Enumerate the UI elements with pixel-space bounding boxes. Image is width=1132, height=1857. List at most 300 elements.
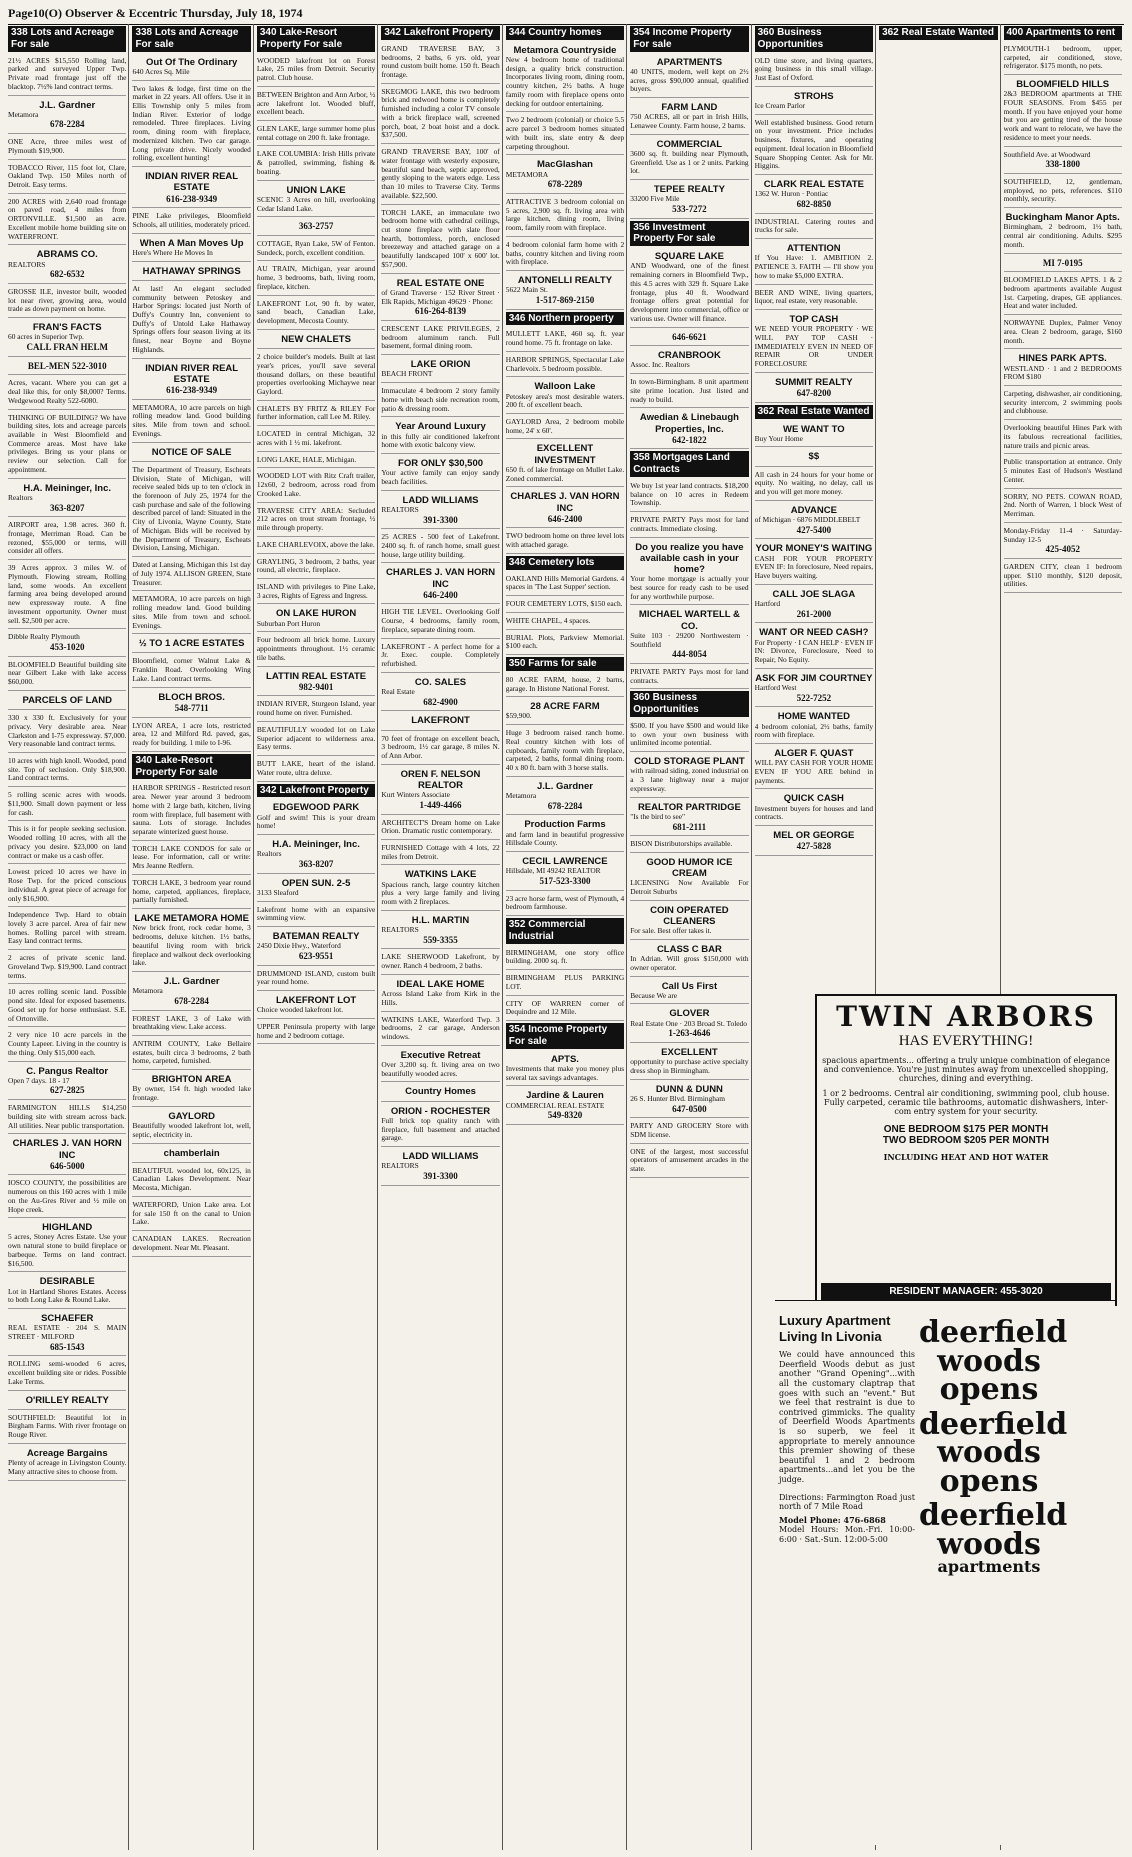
section-header: 346 Northern property [506, 312, 624, 326]
ad-subtext: SCENIC 3 Acres on hill, overlooking Cedar Island Lake. [256, 194, 376, 213]
classified-ad [8, 98, 126, 135]
ad-subtext: Metamora [132, 986, 163, 996]
classified-ad [755, 449, 873, 466]
ad-subtext: and farm land in beautiful progressive Hillsdale County. [505, 829, 625, 848]
ad-body: FOUR CEMETERY LOTS, $150 each. [505, 599, 623, 609]
ad-subtext: Hillsdale, MI 49242 REALTOR [505, 866, 601, 876]
ad-body: INDUSTRIAL Catering routes and trucks for sale. [754, 216, 874, 235]
ad-subtext: Because We are [630, 990, 678, 1000]
classified-ad [506, 489, 624, 528]
section-header: 358 Mortgages Land Contracts [630, 451, 748, 477]
classified-ad [8, 1220, 126, 1272]
ad-headline: Walloon Lake [534, 381, 596, 393]
section-header: 354 Income Property For sale [630, 26, 748, 52]
ad-headline: ABRAMS CO. [36, 249, 98, 261]
ad-body: IOSCO COUNTY, the possibilities are numerous on this 160 acres with 1 mile on the Au-Gres River and ½ mile on Hope creek. [8, 1178, 127, 1214]
ad-phone: 682-6532 [49, 269, 85, 280]
ad-subtext: For sale. Best offer takes it. [630, 926, 712, 936]
ad-subtext: 26 S. Hunter Blvd. Birmingham [630, 1093, 726, 1103]
ad-headline: BRIGHTON AREA [151, 1074, 232, 1086]
ad-headline: FARM LAND [661, 102, 718, 113]
classified-ad [257, 351, 375, 401]
ad-subtext: Petoskey area's most desirable waters. 200 ft. of excellent beach. [505, 391, 625, 410]
ad-headline: BLOOMFIELD HILLS [1016, 79, 1110, 90]
ad-subtext: REALTORS [381, 925, 419, 935]
ad-headline: LAKEFRONT LOT [275, 994, 357, 1006]
ad-headline: Awedian & Linebaugh Properties, Inc. [639, 412, 739, 435]
classified-ad [132, 655, 250, 687]
ad-body: NORWAYNE Duplex, Palmer Venoy area. Clean 2 bedroom, garage, $160 month. [1003, 318, 1122, 345]
ad-headline: H.A. Meininger, Inc. [23, 482, 112, 494]
classified-ad [755, 177, 873, 214]
ad-phone: 444-8054 [672, 649, 707, 660]
deerfield-headline: Luxury Apartment Living In Livonia [779, 1313, 891, 1344]
ad-headline: TEPEE REALTY [653, 184, 725, 196]
classified-ad [8, 519, 126, 560]
classified-ad [1004, 176, 1122, 208]
classified-ad [132, 445, 250, 462]
ad-body: We buy 1st year land contracts. $18,200 balance on 10 acres in Redeem Township. [630, 480, 749, 508]
ad-body: PINE Lake privileges, Bloomfield Schools, all utilities, moderately priced. [132, 211, 251, 229]
classified-ad [8, 986, 126, 1027]
classified-ad [630, 514, 748, 537]
classified-ad [755, 216, 873, 239]
ad-body: GRAND TRAVERSE BAY, 100' of water frontage with westerly exposure, beautiful sand beach, septic approved, gently sloping to the waters edge. Less than 10 miles to Traverse City. Terms available. $22,500. [381, 147, 500, 200]
ad-phone: 427-5400 [796, 524, 832, 535]
ad-headline: GLOVER [669, 1008, 710, 1020]
ad-phone: BEL-MEN 522-3010 [27, 360, 107, 371]
ad-headline: J.L. Gardner [163, 975, 220, 987]
ad-headline: SCHAEFER [41, 1313, 94, 1325]
ad-body: In town-Birmingham. 8 unit apartment site prime location. Just listed and ready to build. [630, 377, 749, 404]
ad-headline: APARTMENTS [656, 56, 723, 68]
classified-ad [506, 972, 624, 995]
classified-ad [506, 632, 624, 655]
ad-subtext: in this fully air conditioned lakefront home with exotic balcony view. [381, 431, 500, 450]
ad-subtext: Here's Where He Moves In [132, 247, 213, 257]
classified-ad [381, 867, 499, 910]
classified-ad [381, 1104, 499, 1147]
ad-headline: OREN F. NELSON REALTOR [400, 768, 481, 791]
classified-ad [132, 1165, 250, 1197]
section-header: 338 Lots and Acreage For sale [132, 26, 250, 52]
ad-subtext: Lot in Hartland Shores Estates. Access to both Long Lake & Round Lake. [8, 1286, 127, 1305]
ad-subtext: Realtors [8, 492, 33, 502]
twin-arbors-tagline: HAS EVERYTHING! [898, 1033, 1034, 1049]
ad-headline: NEW CHALETS [281, 333, 351, 345]
ad-body: CITY OF WARREN corner of Dequindre and 12 Mile. [505, 998, 625, 1017]
classified-ad [506, 779, 624, 816]
ad-phone: 391-3300 [423, 1170, 458, 1181]
classified-ad [506, 854, 624, 891]
classified-ad [381, 817, 499, 840]
ad-subtext: Buy Your Home [754, 433, 803, 443]
classified-ad [132, 843, 250, 875]
classified-ad [630, 249, 748, 327]
classified-ad [257, 606, 375, 632]
ad-body: GLEN LAKE, large summer home plus rental cottage on 200 ft. lake frontage. [256, 124, 376, 142]
ad-subtext: Southfield Ave. at Woodward [1003, 149, 1091, 159]
classified-ad [630, 1082, 748, 1119]
ad-body: PARTY AND GROCERY Store with SDM license. [630, 1121, 749, 1139]
ad-body: BISON Distributorships available. [630, 839, 733, 849]
ad-headline: INDIAN RIVER REAL ESTATE [145, 362, 239, 385]
classified-ad [8, 631, 126, 656]
classified-ad [8, 562, 126, 629]
ad-headline: LADD WILLIAMS [402, 1151, 479, 1163]
classified-ad [257, 876, 375, 902]
classified-ad [755, 587, 873, 624]
classified-ad [506, 699, 624, 725]
ad-phone: 678-2284 [174, 995, 209, 1006]
ad-phone: 642-1822 [672, 434, 707, 445]
ad-body: MULLETT LAKE, 460 sq. ft. year round home. 75 ft. frontage on lake. [505, 329, 625, 348]
ad-phone: 261-2000 [796, 608, 832, 619]
classified-ad [132, 1233, 250, 1256]
classified-ad [755, 671, 873, 708]
classified-ad [381, 1048, 499, 1083]
section-header: 348 Cemetery lots [506, 556, 624, 570]
ad-body: Two lakes & lodge, first time on the market in 22 years. All offers. Use it in Ellis Township only 5 miles from Indian River. Exterior of lodge remodeled. Three fireplaces. Living room, dining room with fireplace, modernized kitchen. Two car garage. Long private drive. Nicely wooded rolling, excellent hunting! [132, 83, 251, 163]
classified-ad [132, 402, 250, 443]
ad-body: THINKING OF BUILDING? We have building sites, lots and acreage parcels available in West Bloomfield and Commerce areas. Most have lake privileges. Bring us your plans or review our selection. Call for appointment. [8, 412, 127, 474]
ad-headline: $$ [808, 451, 820, 463]
classified-ad [381, 43, 499, 84]
classified-ad [257, 403, 375, 426]
ad-subtext: Investment buyers for houses and land contracts. [754, 803, 874, 822]
section-header: 360 Business Opportunities [630, 691, 748, 717]
ad-body: WHITE CHAPEL, 4 spaces. [505, 615, 591, 625]
section-header: 356 Investment Property For sale [630, 221, 748, 247]
ad-body: INDIAN RIVER, Sturgeon Island, year round home on river. Furnished. [256, 699, 376, 718]
classified-ad [506, 674, 624, 697]
deerfield-hours: Model Hours: Mon.-Fri. 10:00-6:00 · Sat.-Sun. 12:00-5:00 [779, 1525, 915, 1544]
ad-body: DRUMMOND ISLAND, custom built year round home. [256, 968, 376, 987]
ad-subtext: Metamora [505, 791, 537, 801]
classified-ad [630, 376, 748, 408]
ad-phone: 616-264-8139 [415, 306, 467, 317]
ad-subtext: WILL PAY CASH FOR YOUR HOME EVEN IF YOU ARE behind in payments. [754, 758, 874, 785]
ad-body: 2 choice builder's models. Built at last year's prices, you'll save several thousand dollars, on these beautiful properties overlooking Michaywe near Gaylord. [256, 352, 376, 396]
classified-ad [630, 720, 748, 752]
ad-body: Public transportation at entrance. Only 5 minutes East of Hudson's Westland Center. [1003, 457, 1122, 484]
classified-ad [132, 911, 250, 972]
ad-headline: ALGER F. QUAST [774, 747, 854, 759]
ad-phone: 616-238-9349 [166, 193, 218, 204]
ad-phone: 616-238-9349 [166, 385, 218, 396]
classified-ad [630, 855, 748, 901]
classified-ad [630, 410, 748, 449]
column-6 [630, 24, 751, 1850]
ad-headline: REALTOR PARTRIDGE [637, 801, 741, 813]
classified-ad [132, 1146, 250, 1163]
ad-headline: HOME WANTED [777, 711, 850, 723]
ad-body: Four bedroom all brick home. Luxury appointments throughout. 1½ ceramic tile baths. [256, 635, 376, 662]
ad-subtext: If You Have: 1. AMBITION 2. PATIENCE 3. FAITH — I'll show you how to make $5,000 EXTRA. [754, 253, 874, 280]
classified-ad [381, 767, 499, 815]
ad-headline: GAYLORD [168, 1110, 215, 1122]
classified-ad [257, 1021, 375, 1044]
ad-body: FURNISHED Cottage with 4 lots, 22 miles from Detroit. [381, 843, 500, 861]
classified-ad [8, 693, 126, 710]
ad-body: BLOOMFIELD LAKES APTS. 1 & 2 bedroom apartments available August 1st. Carpeting, drapes, GE appliances. Heat and water included. [1003, 275, 1122, 311]
ad-body: Two 2 bedroom (colonial) or choice 5.5 acre parcel 3 bedroom homes situated with built ins, slate entry & deep carpeting throughout. [505, 115, 625, 151]
section-header: 352 Commercial Industrial [506, 918, 624, 944]
classified-ad [257, 219, 375, 236]
classified-ad [1004, 256, 1122, 273]
ad-body: 10 acres with high knoll. Wooded, pond site. Top of seclusion. Only $18,900. Land contract terms. [8, 755, 127, 783]
ad-headline: Out Of The Ordinary [146, 56, 238, 68]
ad-body: BLOOMFIELD Beautiful building site near Gilbert Lake with lake access $60,000. [8, 659, 127, 687]
classified-ad [1004, 77, 1122, 147]
classified-ad [8, 1064, 126, 1101]
ad-headline: LAKEFRONT [411, 715, 470, 727]
ad-headline: 28 ACRE FARM [530, 701, 600, 713]
ad-headline: WE WANT TO [783, 423, 845, 435]
classified-ad [755, 625, 873, 668]
classified-ad [506, 598, 624, 613]
classified-ad [132, 283, 250, 359]
classified-ad [506, 530, 624, 553]
ad-subtext: COMMERCIAL REAL ESTATE [505, 1100, 605, 1110]
classified-ad [257, 505, 375, 537]
classified-ad [8, 481, 126, 518]
ad-phone: 681-2111 [672, 821, 707, 832]
classified-ad [755, 241, 873, 284]
ad-headline: TOP CASH [789, 314, 839, 326]
deerfield-logo-text: opens [939, 1372, 1039, 1407]
ad-phone: 623-9551 [298, 950, 334, 961]
ad-body: Overlooking beautiful Hines Park with its fabulous recreational facilities, nature trails and picnic areas. [1003, 423, 1122, 450]
ad-phone: 1-449-4466 [419, 799, 462, 810]
twin-arbors-logo: TWIN ARBORS [836, 1000, 1096, 1033]
ad-body: LAKEFRONT Lot, 90 ft. by water, sand beach, Canadian Lake, development, Mecosta County. [256, 298, 376, 326]
classified-ad [257, 183, 375, 218]
ad-subtext: In Adrian. Will gross $150,000 with owner operator. [630, 954, 749, 972]
classified-ad [630, 1146, 748, 1178]
deerfield-logo-text: deerfield [919, 1406, 1068, 1442]
ad-body: LYON AREA, 1 acre lots, restricted area, 12 and Milford Rd. paved, gas, ready for building. 1 mile to I-96. [132, 720, 251, 747]
classified-ad [8, 1412, 126, 1444]
ad-body: Lakefront home with an expansive swimming view. [256, 904, 376, 923]
ad-body: FOREST LAKE, 3 of Lake with breathtaking view. Lake access. [132, 1013, 251, 1032]
classified-ad [8, 823, 126, 864]
section-header: 362 Real Estate Wanted [879, 26, 997, 40]
twin-arbors-ad [815, 994, 1117, 1306]
deerfield-logo-text: woods [937, 1343, 1041, 1379]
ad-subtext: 5622 Main St. [505, 285, 548, 295]
classified-ad [1004, 149, 1122, 174]
ad-body: TOBACCO River, 115 foot lot, Clare, Oakland Twp. 150 Miles north of Detroit. Easy terms. [8, 162, 127, 190]
classified-ad [506, 1052, 624, 1087]
classified-ad [381, 606, 499, 638]
deerfield-logo-text: deerfield [919, 1498, 1068, 1533]
classified-ad [506, 573, 624, 596]
ad-subtext: Over 3,200 sq. ft. living area on two beautifully wooded acres. [381, 1059, 500, 1078]
ad-headline: CALL JOE SLAGA [772, 588, 856, 600]
ad-phone: 517-523-3300 [539, 876, 591, 887]
column-2 [132, 24, 253, 1850]
ad-body: PRIVATE PARTY Pays most for land contracts. [630, 666, 749, 685]
ad-body: GROSSE ILE, investor built, wooded lot near river, growing area, would trade as down payment on home. [8, 286, 127, 314]
ad-body: BIRMINGHAM PLUS PARKING LOT. [505, 973, 625, 991]
deerfield-text-column [779, 1313, 915, 1574]
classified-ad [1004, 388, 1122, 420]
ad-phone: 549-8320 [547, 1110, 583, 1121]
ad-body: ANTRIM COUNTY, Lake Bellaire estates, built circa 3 bedrooms, 2 bath home, carpeted, furnished. [132, 1039, 251, 1066]
deerfield-logo-text: apartments [937, 1557, 1041, 1576]
classified-ad [630, 754, 748, 797]
ad-body: The Department of Treasury, Escheats Division, State of Michigan, will receive sealed bids up to ten o'clock in the forenoon of July 25, 1974 for the cash purchase and sale of the following described parcel of land: Situated in the City of Livonia, Wayne County, State of Michigan. Bids will be received by the Department of Treasury, Escheats Division, Lansing, Michigan. [132, 464, 251, 553]
deerfield-logo-column [919, 1313, 1068, 1576]
ad-subtext: Assoc. Inc. Realtors [630, 360, 690, 370]
ad-subtext: WESTLAND · 1 and 2 BEDROOMS FROM $180 [1003, 363, 1122, 382]
ad-headline: SQUARE LAKE [654, 251, 724, 263]
ad-body: PLYMOUTH-1 bedroom, upper, carpeted, air conditioned, stove, refrigerator. $175 month, no pets. [1003, 43, 1122, 71]
ad-body: WATKINS LAKE, Waterford Twp. 3 bedrooms, 2 car garage, Anderson windows. [381, 1014, 500, 1042]
classified-ad [1004, 561, 1122, 593]
ad-body: 21½ ACRES $15,550 Rolling land, parked and surveyed Upper Twp. Private road frontage just off the blacktop. 7½% land contract terms. [8, 55, 127, 91]
ad-headline: BATEMAN REALTY [272, 930, 360, 942]
ad-phone: 522-7252 [796, 692, 832, 703]
ad-phone: 1-263-4646 [668, 1028, 711, 1039]
ad-body: 200 ACRES with 2,640 road frontage on paved road, 4 miles from ORTONVILLE. $1,500 an acre. Excellent mobile home building site on WATERFRONT. [8, 196, 127, 241]
ad-phone: 1-517-869-2150 [535, 294, 595, 305]
classified-ad [381, 531, 499, 563]
classified-ad [1004, 210, 1122, 253]
classified-ad [630, 55, 748, 98]
classified-ad [755, 469, 873, 501]
ad-body: Immaculate 4 bedroom 2 story family home with beach side recreation room, patio & dressing room. [381, 386, 500, 413]
classified-ad [8, 1274, 126, 1309]
ad-subtext: 650 ft. of lake frontage on Mullet Lake. Zoned commercial. [505, 464, 625, 483]
ad-headline: Jardine & Lauren [526, 1090, 604, 1102]
ad-subtext: AND Woodward, one of the finest remaining corners in Bloomfield Twp., this 4.5 acres with 329 ft. Square Lake frontage, plus 40 ft. Woodward frontage offers great potential for development into commercial, office or various use. Owner will finance. [630, 261, 749, 323]
ad-body: SOUTHFIELD, 12, gentleman, employed, no pets, references. $110 monthly, security. [1003, 176, 1122, 204]
ad-body: ATTRACTIVE 3 bedroom colonial on 5 acres, 2,900 sq. ft. living area with large kitchen, dining room, living room, family room with fireplace. [505, 196, 625, 233]
classified-ad [132, 1072, 250, 1107]
ad-headline: CLASS C BAR [656, 943, 722, 955]
ad-headline: APTS. [550, 1053, 579, 1065]
classified-ad [257, 539, 375, 554]
section-header: 342 Lakefront Property [381, 26, 499, 40]
ad-headline: chamberlain [163, 1147, 220, 1159]
ad-subtext: REAL ESTATE · 204 S. MAIN STREET · MILFORD [8, 1323, 127, 1341]
ad-subtext: REALTORS [8, 259, 46, 269]
classified-ad [8, 1102, 126, 1134]
ad-subtext: Real Estate One · 203 Broad St. Toledo [630, 1018, 747, 1028]
deerfield-logo-text: deerfield [919, 1315, 1068, 1350]
ad-body: 330 x 330 ft. Exclusively for your privacy. Very desirable area. Near Clarkston and I-75 expressway. $7,000. Very reasonable land contract terms. [8, 713, 127, 749]
classified-ad [630, 182, 748, 219]
ad-headline: O'RILLEY REALTY [25, 1394, 109, 1406]
ad-body: 80 ACRE FARM, house, 2 barns, garage. In Histone National Forest. [505, 674, 625, 693]
ad-body: CANADIAN LAKES. Recreation development. Near Mt. Pleasant. [132, 1234, 251, 1252]
classified-ad [1004, 491, 1122, 523]
ad-phone: 427-5828 [796, 841, 832, 852]
ad-phone: 678-2289 [547, 179, 583, 190]
classified-ad [132, 877, 250, 909]
ad-headline: FOR ONLY $30,500 [398, 457, 484, 469]
classified-ad [381, 733, 499, 765]
ad-subtext: of Michigan · 6876 MIDDLEBELT [754, 515, 861, 525]
classified-ad [381, 385, 499, 417]
column-3 [257, 24, 378, 1850]
ad-subtext: Dibble Realty Plymouth [8, 632, 80, 642]
ad-phone: 391-3300 [423, 514, 458, 525]
classified-ad [1004, 43, 1122, 75]
classified-ad [506, 43, 624, 113]
ad-headline: MEL OR GEORGE [773, 830, 855, 842]
ad-headline: C. Pangus Realtor [26, 1065, 109, 1077]
ad-subtext: Metamora [8, 109, 39, 119]
classified-ad [381, 357, 499, 383]
classified-ad [8, 320, 126, 357]
classified-ad [257, 148, 375, 180]
classified-ad [630, 666, 748, 689]
classified-ad [755, 503, 873, 540]
classified-ad [506, 157, 624, 194]
column-5 [506, 24, 627, 1850]
classified-ad [381, 276, 499, 321]
ad-headline: INDIAN RIVER REAL ESTATE [145, 171, 239, 194]
ad-body: WATERFORD, Union Lake area. Lot for sale 150 ft on the canal to Union Lake. [132, 1199, 251, 1227]
ad-body: All cash in 24 hours for your home or equity. No waiting, no delay, call us and you will get more money. [754, 469, 874, 497]
ad-headline: GOOD HUMOR ICE CREAM [646, 856, 733, 880]
ad-subtext: Across Island Lake from Kirk in the Hills. [381, 989, 500, 1007]
classified-ad [381, 493, 499, 530]
ad-headline: LATTIN REAL ESTATE [266, 670, 367, 682]
ad-body: UPPER Peninsula property with large home and 2 bedroom cottage. [256, 1021, 376, 1040]
classified-ad [755, 709, 873, 744]
ad-body: 25 ACRES - 500 feet of Lakefront. 2400 sq. ft. of ranch home, small guest house, large utility building. [381, 532, 500, 559]
classified-ad [1004, 317, 1122, 349]
ad-phone: 627-2825 [49, 1085, 85, 1096]
classified-ad [257, 454, 375, 469]
ad-subtext: Golf and swim! This is your dream home! [256, 812, 376, 831]
classified-ad [257, 904, 375, 927]
heat-included: INCLUDING HEAT AND HOT WATER [883, 1152, 1049, 1162]
classified-ad [8, 1136, 126, 1175]
classified-ad [132, 464, 250, 557]
ad-body: At last! An elegant secluded community between Petoskey and Harbor Springs: located just North of Duffy's Country Inn, convenient to Duffy's of Untold Lake Hathaway Springs offers four season living at its finest, near Boyne and Boyne Highlands. [132, 283, 251, 354]
ad-body: HIGH TIE LEVEL. Overlooking Golf Course, 4 bedrooms, family room, fireplace, separate dining room. [381, 607, 500, 634]
ad-subtext: New brick front, rock cedar home, 3 bedrooms, deluxe kitchen. 1½ baths, beautiful living room with brick fireplace and walkout deck overlooking lake. [132, 923, 251, 968]
ad-body: HARBOR SPRINGS - Restricted resort area. Newer year around 3 bedroom home with 2 large bath, kitchen, living room with fireplace, full basement with sauna. Lots of storage. Includes separate winterized guest house. [132, 783, 251, 836]
ad-subtext: Your home mortgage is actually your best source for ready cash to be used for any worthwhile purpose. [630, 574, 749, 601]
ad-subtext: Hartford West [754, 682, 797, 692]
classified-ad [132, 636, 250, 653]
ad-headline: J.L. Gardner [536, 780, 593, 792]
ad-headline: UNION LAKE [286, 184, 346, 196]
ad-headline: Call Us First [661, 980, 718, 992]
classified-ad [132, 782, 250, 840]
ad-headline: IDEAL LAKE HOME [396, 978, 485, 990]
classified-ad [630, 100, 748, 135]
ad-body: $500. If you have $500 and would like to own your own business with unlimited income potential. [630, 720, 749, 748]
classified-ad [630, 903, 748, 940]
ad-headline: CLARK REAL ESTATE [763, 179, 864, 191]
ad-headline: LADD WILLIAMS [402, 494, 479, 506]
ad-headline: YOUR MONEY'S WAITING [755, 543, 873, 555]
classified-ad [381, 419, 499, 454]
ad-subtext: LICENSING Now Available For Detroit Suburbs [630, 878, 749, 896]
classified-ad [630, 480, 748, 512]
ad-body: BEAUTIFUL wooded lot, 60x125, in Canadian Lakes Development. Near Mecosta, Michigan. [132, 1165, 251, 1193]
classified-ad [381, 86, 499, 144]
two-bedroom-rate: TWO BEDROOM $205 PER MONTH [882, 1135, 1050, 1146]
ad-headline: MICHAEL WARTELL & CO. [638, 609, 740, 632]
